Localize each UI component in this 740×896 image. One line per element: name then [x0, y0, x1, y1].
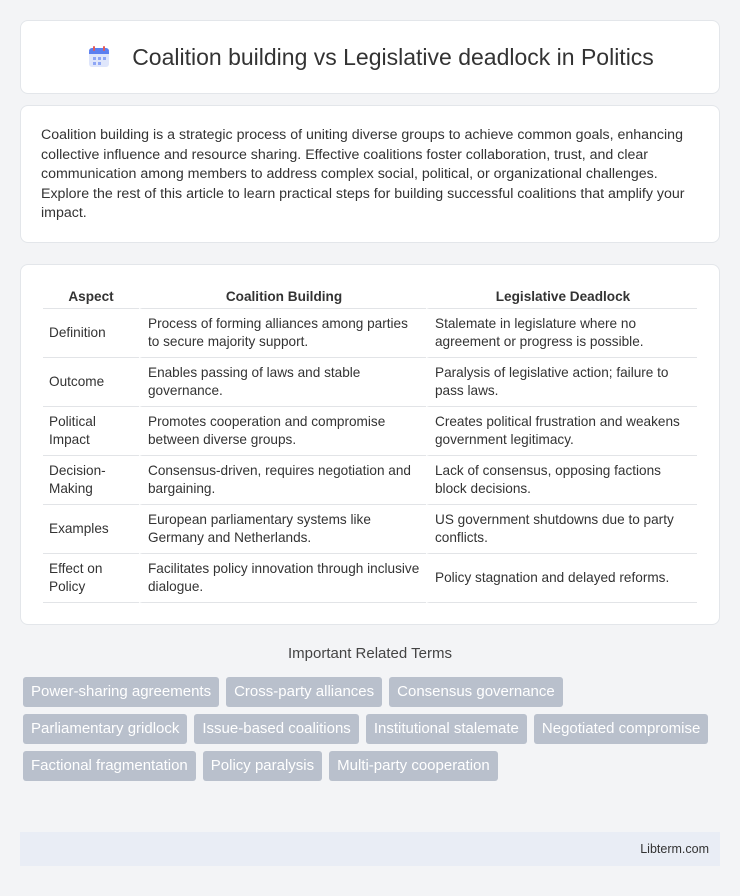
- column-header-coalition-building: Coalition Building: [139, 285, 426, 309]
- table-row: [43, 505, 697, 554]
- related-term-tag[interactable]: Multi-party cooperation: [329, 751, 498, 781]
- related-term-tag[interactable]: Cross-party alliances: [226, 677, 382, 707]
- table-row: [43, 309, 697, 358]
- row-coalition-cell: Promotes cooperation and compromise between diverse groups.: [139, 407, 426, 456]
- related-terms-title: Important Related Terms: [288, 645, 452, 662]
- footer: [20, 832, 720, 866]
- row-coalition-cell: Enables passing of laws and stable governance.: [139, 358, 426, 407]
- table-row: [43, 456, 697, 505]
- row-deadlock-cell: Stalemate in legislature where no agreement or progress is possible.: [426, 309, 697, 358]
- table-row: [43, 358, 697, 407]
- comparison-table-card: [20, 264, 720, 625]
- table-row: [43, 554, 697, 603]
- row-deadlock-cell: US government shutdowns due to party conflicts.: [426, 505, 697, 554]
- column-header-aspect: Aspect: [43, 285, 139, 309]
- row-coalition-cell: European parliamentary systems like Germany and Netherlands.: [139, 505, 426, 554]
- related-term-tag[interactable]: Policy paralysis: [203, 751, 322, 781]
- related-term-tag[interactable]: Factional fragmentation: [23, 751, 196, 781]
- row-aspect-cell: Decision-Making: [43, 456, 139, 505]
- row-aspect-cell: Definition: [43, 309, 139, 358]
- page-title: Coalition building vs Legislative deadlock in Politics: [132, 43, 654, 70]
- row-aspect-cell: Political Impact: [43, 407, 139, 456]
- row-coalition-cell: Facilitates policy innovation through inclusive dialogue.: [139, 554, 426, 603]
- row-aspect-cell: Outcome: [43, 358, 139, 407]
- related-terms-tags: [23, 677, 723, 788]
- related-term-tag[interactable]: Power-sharing agreements: [23, 677, 219, 707]
- row-coalition-cell: Consensus-driven, requires negotiation and bargaining.: [139, 456, 426, 505]
- table-row: [43, 407, 697, 456]
- row-deadlock-cell: Policy stagnation and delayed reforms.: [426, 554, 697, 603]
- related-term-tag[interactable]: Issue-based coalitions: [194, 714, 358, 744]
- row-deadlock-cell: Paralysis of legislative action; failure to pass laws.: [426, 358, 697, 407]
- row-aspect-cell: Examples: [43, 505, 139, 554]
- table-header-row: [43, 285, 697, 309]
- related-term-tag[interactable]: Institutional stalemate: [366, 714, 527, 744]
- related-term-tag[interactable]: Consensus governance: [389, 677, 563, 707]
- column-header-legislative-deadlock: Legislative Deadlock: [426, 285, 697, 309]
- row-deadlock-cell: Lack of consensus, opposing factions block decisions.: [426, 456, 697, 505]
- row-deadlock-cell: Creates political frustration and weakens government legitimacy.: [426, 407, 697, 456]
- comparison-table: [43, 285, 697, 603]
- header-card: [20, 20, 720, 94]
- row-aspect-cell: Effect on Policy: [43, 554, 139, 603]
- footer-site-link[interactable]: Libterm.com: [640, 842, 709, 856]
- intro-card: [20, 105, 720, 243]
- calendar-icon: [86, 44, 112, 70]
- related-term-tag[interactable]: Negotiated compromise: [534, 714, 708, 744]
- related-term-tag[interactable]: Parliamentary gridlock: [23, 714, 187, 744]
- intro-paragraph: Coalition building is a strategic process of uniting diverse groups to achieve common goals, enhancing collective influence and resource sharing. Effective coalitions foster collaboration, trust, and clear communication among members to address complex social, political, or organizational challenges. Explore the rest of this article to learn practical steps for building successful coalitions that amplify your impact.: [41, 127, 685, 221]
- row-coalition-cell: Process of forming alliances among parties to secure majority support.: [139, 309, 426, 358]
